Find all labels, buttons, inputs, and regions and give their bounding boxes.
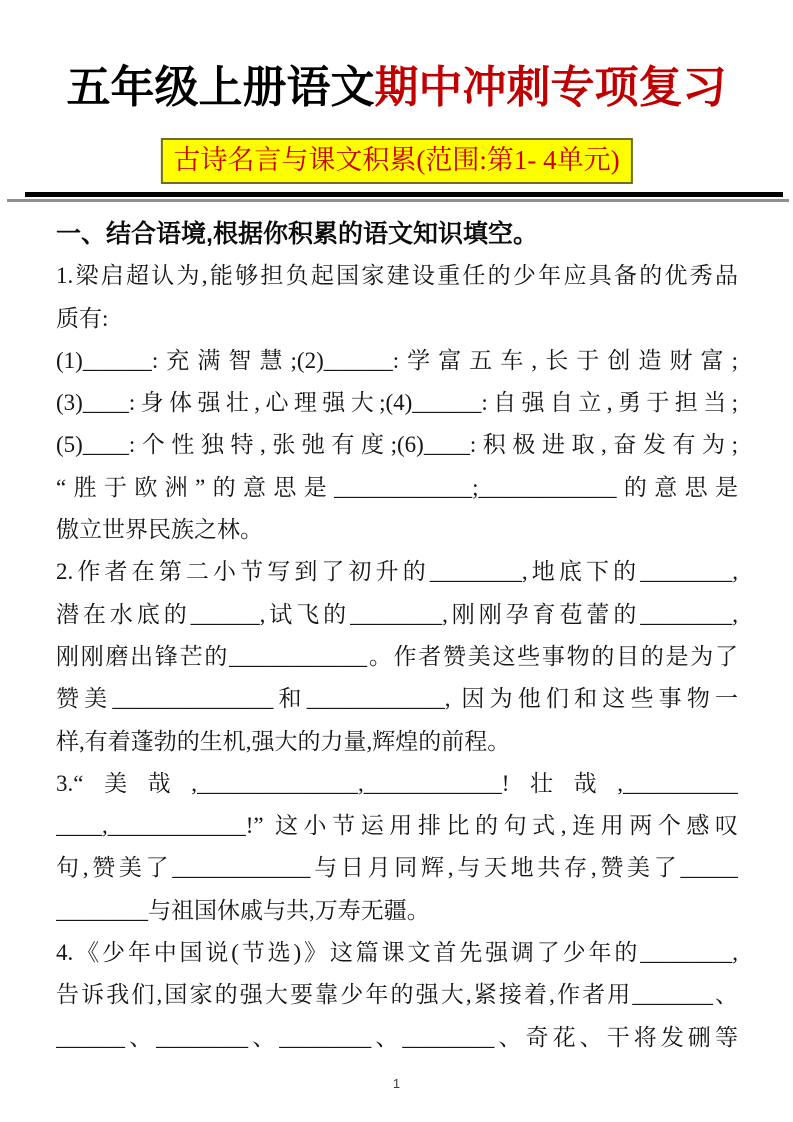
- body-line: 1.梁启超认为,能够担负起国家建设重任的少年应具备的优秀品: [56, 263, 738, 289]
- body-line: 傲立世界民族之林。: [56, 517, 263, 543]
- section-heading: 一、结合语境,根据你积累的语文知识填空。: [56, 220, 538, 248]
- body-line: (5)____:个性独特,张弛有度;(6)____:积极进取,奋发有为;: [56, 432, 738, 458]
- divider-rule-gray: [7, 199, 789, 202]
- page-title-red-part: 期中冲刺专项复习: [374, 63, 727, 112]
- page-title: [0, 62, 793, 114]
- body-line: (1)______:充满智慧;(2)______:学富五车,长于创造财富;: [56, 347, 738, 373]
- body-line: ________与祖国休戚与共,万寿无疆。: [56, 897, 430, 923]
- body-line: 刚刚磨出锋芒的____________。作者赞美这些事物的目的是为了: [56, 643, 738, 669]
- subtitle-text: 古诗名言与课文积累(范围:第1- 4单元): [173, 145, 620, 175]
- body-line: 样,有着蓬勃的生机,强大的力量,辉煌的前程。: [56, 728, 511, 754]
- divider-rule-black: [25, 192, 783, 197]
- body-line: 赞美______________和____________, 因为他们和这些事物一: [56, 686, 738, 712]
- body-line: ____,____________!” 这小节运用排比的句式,连用两个感叹: [56, 813, 738, 839]
- body-line: ______、________、________、________、奇花、干将发硎等: [56, 1024, 738, 1050]
- page-title-black-part: 五年级上册语文: [66, 63, 375, 112]
- body-line: 潜在水底的______,试飞的________,刚刚孕育苞蕾的________,: [56, 601, 738, 627]
- body-line: (3)____:身体强壮,心理强大;(4)______:自强自立,勇于担当;: [56, 390, 738, 416]
- body-line: 句,赞美了____________与日月同辉,与天地共存,赞美了_____: [56, 855, 738, 881]
- body-line: 4.《少年中国说(节选)》这篇课文首先强调了少年的________,: [56, 940, 738, 966]
- body-line: 2.作者在第二小节写到了初升的________,地底下的________,: [56, 559, 738, 585]
- body-line: 3.“美哉,______________,____________!壮哉,__________: [56, 770, 738, 796]
- body-line: “胜于欧洲”的意思是____________;____________的意思是: [56, 474, 738, 500]
- worksheet-body: [56, 213, 738, 1059]
- body-line: 告诉我们,国家的强大要靠少年的强大,紧接着,作者用_______、: [56, 982, 738, 1008]
- page-number: 1: [392, 1076, 401, 1091]
- body-line: 质有:: [56, 305, 109, 331]
- subtitle-banner: [160, 138, 632, 184]
